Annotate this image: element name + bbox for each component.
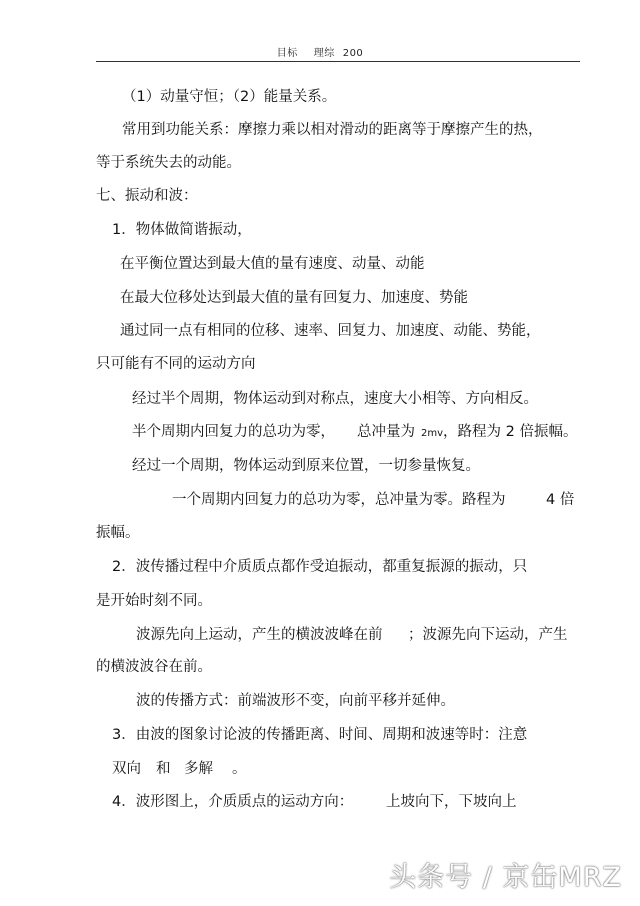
text-line: 3．由波的图象讨论波的传播距离、时间、周期和波速等时：注意	[112, 727, 528, 743]
watermark: 头条号 / 京缶MRZ	[389, 862, 622, 893]
text-segment: 双向	[112, 761, 141, 777]
text-line: 振幅。	[96, 525, 140, 541]
text-line: 的横波波谷在前。	[96, 659, 212, 675]
text-line: 一个周期内回复力的总功为零，总冲量为零。路程为	[172, 492, 506, 508]
text-line: 2．波传播过程中介质质点都作受迫振动，都重复振源的振动，只	[112, 559, 528, 575]
text-line: 经过一个周期，物体运动到原来位置，一切参量恢复。	[132, 458, 480, 474]
text-line: 在最大位移处达到最大值的量有回复力、加速度、势能	[120, 290, 468, 306]
text-line: 常用到功能关系：摩擦力乘以相对滑动的距离等于摩擦产生的热，	[122, 122, 543, 138]
page-header	[0, 44, 640, 59]
header-target: 目标	[276, 48, 298, 59]
header-rule	[96, 61, 580, 62]
text-line: 是开始时刻不同。	[96, 593, 212, 609]
text-segment: ，路程为 2 倍振幅。	[443, 424, 578, 440]
text-line: 等于系统失去的动能。	[96, 155, 241, 171]
text-segment: ；波源先向下运动，产生	[408, 627, 568, 643]
text-line: 波源先向上运动，产生的横波波峰在前	[136, 627, 383, 643]
text-segment: 。	[232, 761, 247, 777]
text-segment: 4 倍	[546, 492, 575, 508]
formula-text: 2mv	[421, 428, 444, 439]
text-segment: 半个周期内回复力的总功为零，	[132, 424, 335, 440]
text-segment: 和	[156, 761, 171, 777]
text-line: 经过半个周期，物体运动到对称点，速度大小相等、方向相反。	[132, 391, 538, 407]
section-heading: 七、振动和波：	[96, 188, 198, 204]
text-line: 通过同一点有相同的位移、速率、回复力、加速度、动能、势能，	[120, 323, 541, 339]
text-line: 在平衡位置达到最大值的量有速度、动量、动能	[120, 256, 425, 272]
text-line: 波的传播方式：前端波形不变，向前平移并延伸。	[136, 693, 455, 709]
text-line	[132, 422, 577, 444]
header-number: 200	[342, 48, 364, 59]
text-line: 4．波形图上，介质质点的运动方向：	[112, 794, 354, 810]
text-segment: 总冲量为	[357, 424, 415, 440]
text-line: （1）动量守恒；（2）能量关系。	[122, 89, 337, 105]
text-segment: 多解	[184, 761, 213, 777]
text-line: 1．物体做简谐振动，	[112, 222, 252, 238]
text-segment: 上坡向下，下坡向上	[386, 794, 517, 810]
text-line: 只可能有不同的运动方向	[96, 356, 256, 372]
header-subject: 理综	[313, 48, 335, 59]
